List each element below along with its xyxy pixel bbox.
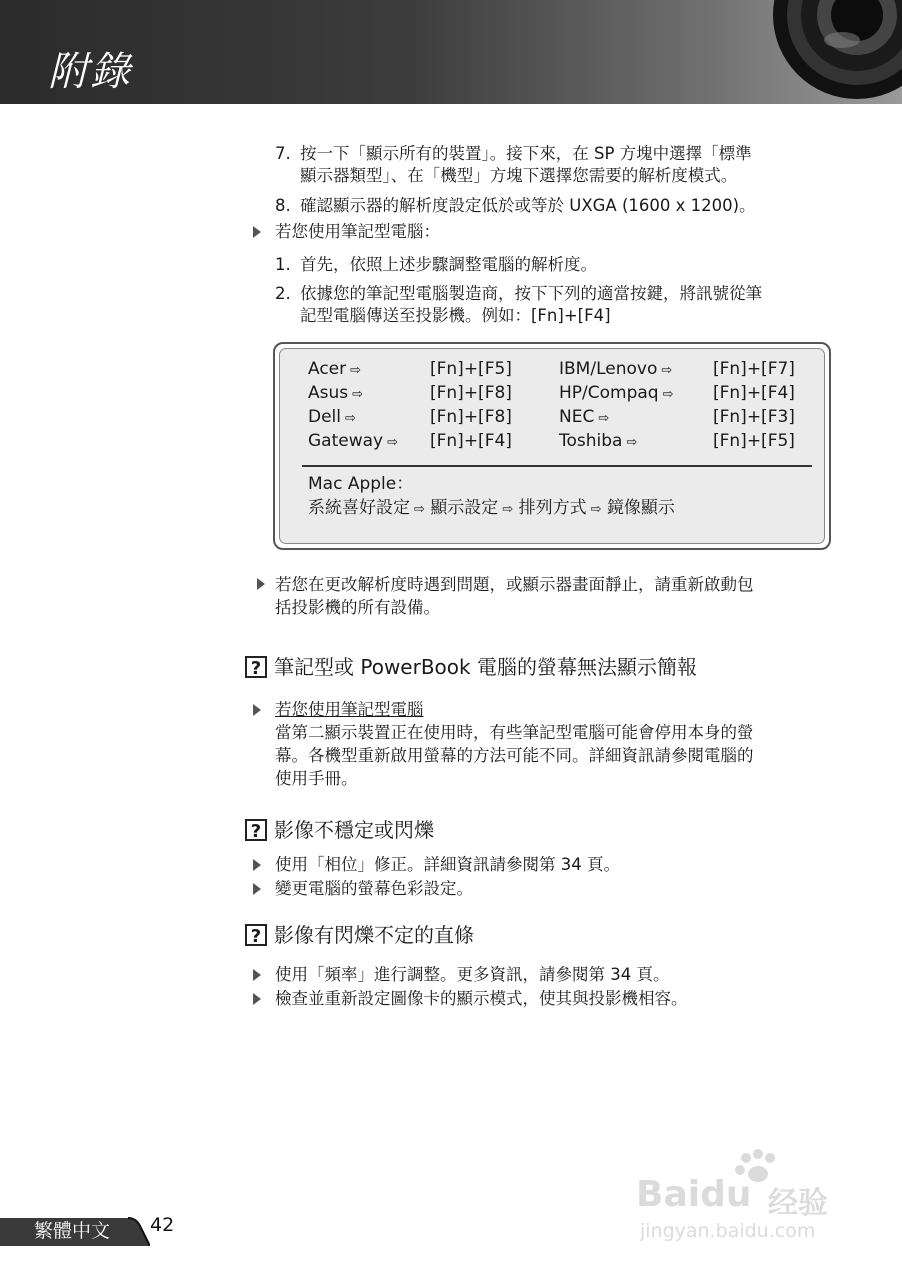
hotkey-value: [Fn]+[F5] [713, 431, 795, 451]
arrow-right-icon: ⇨ [350, 363, 362, 378]
baidu-watermark [636, 1148, 856, 1248]
bullet-arrow-icon [253, 883, 261, 895]
mac-path: 系統喜好設定 ⇨ 顯示設定 ⇨ 排列方式 ⇨ 鏡像顯示 [308, 498, 675, 518]
divider [302, 465, 812, 467]
bullet-text: 變更電腦的螢幕色彩設定。 [275, 879, 473, 898]
bullet-arrow-icon [253, 859, 261, 871]
step-number: 2. [275, 284, 291, 303]
hotkey-value: [Fn]+[F8] [430, 383, 512, 403]
hotkey-table [273, 342, 831, 550]
tip-text: 括投影機的所有設備。 [275, 598, 440, 617]
page-section-title: 附錄 [48, 49, 132, 95]
question-title: 影像不穩定或閃爍 [274, 818, 434, 842]
question-icon: ? [245, 656, 267, 678]
hotkey-value: [Fn]+[F5] [430, 359, 512, 379]
step-text: 顯示器類型」、在「機型」方塊下選擇您需要的解析度模式。 [300, 166, 738, 185]
step-text: 按一下「顯示所有的裝置」。接下來，在 SP 方塊中選擇「標準 [300, 144, 752, 163]
brand-label: HP/Compaq ⇨ [559, 383, 674, 403]
mac-label: Mac Apple： [308, 474, 414, 494]
watermark-brand-2: du [700, 1174, 752, 1215]
brand-label: Asus ⇨ [308, 383, 364, 403]
hotkey-value: [Fn]+[F8] [430, 407, 512, 427]
bullet-text: 若您使用筆記型電腦： [275, 222, 440, 241]
question-title: 筆記型或 PowerBook 電腦的螢幕無法顯示簡報 [274, 655, 697, 679]
question-title: 影像有閃爍不定的直條 [274, 923, 474, 947]
arrow-right-icon: ⇨ [352, 387, 364, 402]
question-icon: ? [245, 924, 267, 946]
arrow-right-icon: ⇨ [626, 435, 638, 450]
brand-label: Acer ⇨ [308, 359, 362, 379]
arrow-right-icon: ⇨ [598, 411, 610, 426]
projector-lens-image [772, 0, 902, 100]
bullet-arrow-icon [253, 969, 261, 981]
bullet-text: 使用「相位」修正。詳細資訊請參閱第 34 頁。 [275, 855, 620, 874]
bullet-arrow-icon [257, 578, 265, 590]
step-number: 8. [275, 196, 291, 215]
bullet-heading: 若您使用筆記型電腦 [275, 700, 424, 719]
brand-label: NEC ⇨ [559, 407, 610, 427]
bullet-arrow-icon [253, 993, 261, 1005]
arrow-right-icon: ⇨ [387, 435, 399, 450]
question-icon: ? [245, 819, 267, 841]
page-header [0, 0, 902, 104]
arrow-right-icon: ⇨ [414, 502, 425, 517]
arrow-right-icon: ⇨ [661, 363, 673, 378]
arrow-right-icon: ⇨ [345, 411, 356, 426]
brand-label: IBM/Lenovo ⇨ [559, 359, 673, 379]
step-text: 記型電腦傳送至投影機。例如：[Fn]+[F4] [300, 306, 611, 325]
brand-label: Gateway ⇨ [308, 431, 399, 451]
hotkey-table-inner [279, 348, 825, 544]
watermark-url: jingyan.baidu.com [640, 1220, 816, 1242]
page-number: 42 [150, 1214, 175, 1236]
step-text: 確認顯示器的解析度設定低於或等於 UXGA (1600 x 1200)。 [300, 196, 756, 215]
tip-text: 若您在更改解析度時遇到問題，或顯示器畫面靜止，請重新啟動包 [275, 575, 754, 594]
step-number: 1. [275, 255, 291, 274]
brand-label: Dell ⇨ [308, 407, 356, 427]
brand-label: Toshiba ⇨ [559, 431, 638, 451]
hotkey-value: [Fn]+[F4] [713, 383, 795, 403]
step-number: 7. [275, 144, 291, 163]
bullet-text: 檢查並重新設定圖像卡的顯示模式，使其與投影機相容。 [275, 989, 688, 1008]
bullet-arrow-icon [253, 226, 261, 238]
body-text: 幕。各機型重新啟用螢幕的方法可能不同。詳細資訊請參閱電腦的 [275, 746, 754, 765]
hotkey-value: [Fn]+[F3] [713, 407, 795, 427]
arrow-right-icon: ⇨ [590, 502, 602, 517]
hotkey-value: [Fn]+[F4] [430, 431, 512, 451]
arrow-right-icon: ⇨ [502, 502, 514, 517]
bullet-arrow-icon [253, 704, 261, 716]
watermark-jingyan: 经验 [768, 1186, 828, 1221]
body-text: 使用手冊。 [275, 769, 358, 788]
footer-language: 繁體中文 [34, 1220, 111, 1242]
watermark-brand: Bai [636, 1174, 701, 1215]
step-text: 依據您的筆記型電腦製造商，按下下列的適當按鍵，將訊號從筆 [300, 284, 762, 303]
bullet-text: 使用「頻率」進行調整。更多資訊，請參閱第 34 頁。 [275, 965, 670, 984]
hotkey-value: [Fn]+[F7] [713, 359, 795, 379]
arrow-right-icon: ⇨ [662, 387, 674, 402]
step-text: 首先，依照上述步驟調整電腦的解析度。 [300, 255, 597, 274]
body-text: 當第二顯示裝置正在使用時，有些筆記型電腦可能會停用本身的螢 [275, 723, 754, 742]
